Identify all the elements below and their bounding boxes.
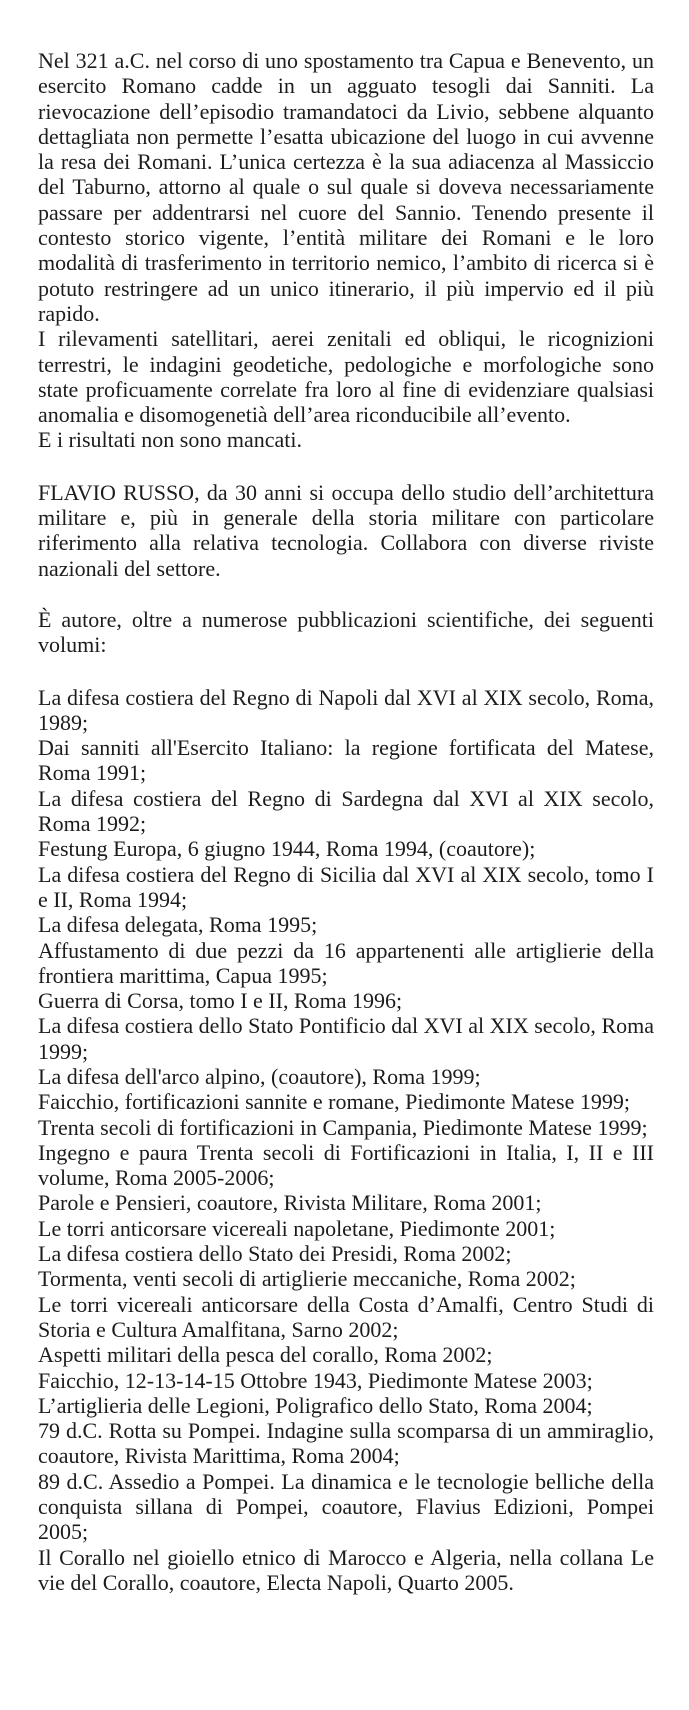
volume-item: La difesa dell'arco alpino, (coautore), Roma 1999; [38, 1063, 481, 1089]
volumes-list [38, 685, 654, 1596]
volume-item: Parole e Pensieri, coautore, Rivista Militare, Roma 2001; [38, 1190, 542, 1216]
volume-item: La difesa delegata, Roma 1995; [38, 912, 318, 938]
spacer [38, 453, 654, 480]
volume-item: La difesa costiera del Regno di Sicilia dal XVI al XIX secolo, tomo I e II, Roma 1994; [38, 861, 654, 912]
volume-item: La difesa costiera dello Stato Pontificio dal XVI al XIX secolo, Roma 1999; [38, 1013, 654, 1064]
spacer [38, 658, 654, 685]
volume-item: Le torri anticorsare vicereali napoletane, Piedimonte 2001; [38, 1215, 556, 1241]
volume-item: 89 d.C. Assedio a Pompei. La dinamica e le tecnologie belliche della conquista sillana di Pompei, coautore, Flavius Edizioni, Pompei 2005; [38, 1468, 654, 1545]
volume-item: La difesa costiera del Regno di Sardegna dal XVI al XIX secolo, Roma 1992; [38, 785, 654, 837]
volume-item: La difesa costiera del Regno di Napoli dal XVI al XIX secolo, Roma, 1989; [38, 684, 654, 735]
intro-paragraph-3: E i risultati non sono mancati. [38, 427, 302, 453]
intro-paragraph-1: Nel 321 a.C. nel corso di uno spostamento tra Capua e Benevento, un esercito Romano cadde in un agguato tesogli dai Sanniti. La rievocazione dell’episodio tramandatoci da Livio, sebbene alquanto dettagliata non permette l’esatta ubicazione del luogo in cui avvenne la resa dei Romani. L’unica certezza è la sua adiacenza al Massiccio del Taburno, attorno al quale o sul quale si doveva necessariamente passare per addentrarsi nel cuore del Sannio. Tenendo presente il contesto storico vigente, l’entità militare dei Romani e le loro modalità di trasferimento in territorio nemico, l’ambito di ricerca si è potuto restringere ad un unico itinerario, il più impervio ed il più rapido. [38, 48, 654, 326]
volume-item: Faicchio, 12-13-14-15 Ottobre 1943, Piedimonte Matese 2003; [38, 1367, 593, 1393]
volume-item: Festung Europa, 6 giugno 1944, Roma 1994, (coautore); [38, 836, 536, 862]
volume-item: Trenta secoli di fortificazioni in Campania, Piedimonte Matese 1999; [38, 1114, 648, 1140]
volume-item: Aspetti militari della pesca del corallo, Roma 2002; [38, 1342, 493, 1368]
spacer [38, 581, 654, 607]
volume-item: La difesa costiera dello Stato dei Presidi, Roma 2002; [38, 1241, 512, 1267]
volume-item: 79 d.C. Rotta su Pompei. Indagine sulla scomparsa di un ammiraglio, coautore, Rivista Marittima, Roma 2004; [38, 1418, 654, 1469]
volume-item: Guerra di Corsa, tomo I e II, Roma 1996; [38, 988, 403, 1014]
volume-item: Tormenta, venti secoli di artiglierie meccaniche, Roma 2002; [38, 1266, 576, 1292]
volume-item: Affustamento di due pezzi da 16 appartenenti alle artiglierie della frontiera marittima, Capua 1995; [38, 937, 654, 988]
intro-paragraph-2: I rilevamenti satellitari, aerei zenitali ed obliqui, le ricognizioni terrestri, le indagini geodetiche, pedologiche e morfologiche sono state proficuamente correlate fra loro al fine di evidenziare qualsiasi anomalia e disomogenetià dell’area riconducibile all’evento. [38, 326, 654, 428]
volume-item: Faicchio, fortificazioni sannite e romane, Piedimonte Matese 1999; [38, 1089, 630, 1115]
works-intro: È autore, oltre a numerose pubblicazioni scientifiche, dei seguenti volumi: [38, 606, 654, 658]
volume-item: Dai sanniti all'Esercito Italiano: la regione fortificata del Matese, Roma 1991; [38, 735, 654, 786]
text-column [38, 48, 654, 1595]
volume-item: Ingegno e paura Trenta secoli di Fortificazioni in Italia, I, II e III volume, Roma 2005-2006; [38, 1139, 654, 1191]
volume-item: L’artiglieria delle Legioni, Poligrafico dello Stato, Roma 2004; [38, 1392, 593, 1418]
volume-item: Le torri vicereali anticorsare della Costa d’Amalfi, Centro Studi di Storia e Cultura Amalfitana, Sarno 2002; [38, 1291, 654, 1342]
author-bio: FLAVIO RUSSO, da 30 anni si occupa dello studio dell’architettura militare e, più in generale della storia militare con particolare riferimento alla relativa tecnologia. Collabora con diverse riviste nazionali del settore. [38, 479, 654, 581]
volume-item: Il Corallo nel gioiello etnico di Marocco e Algeria, nella collana Le vie del Corallo, coautore, Electa Napoli, Quarto 2005. [38, 1544, 654, 1595]
